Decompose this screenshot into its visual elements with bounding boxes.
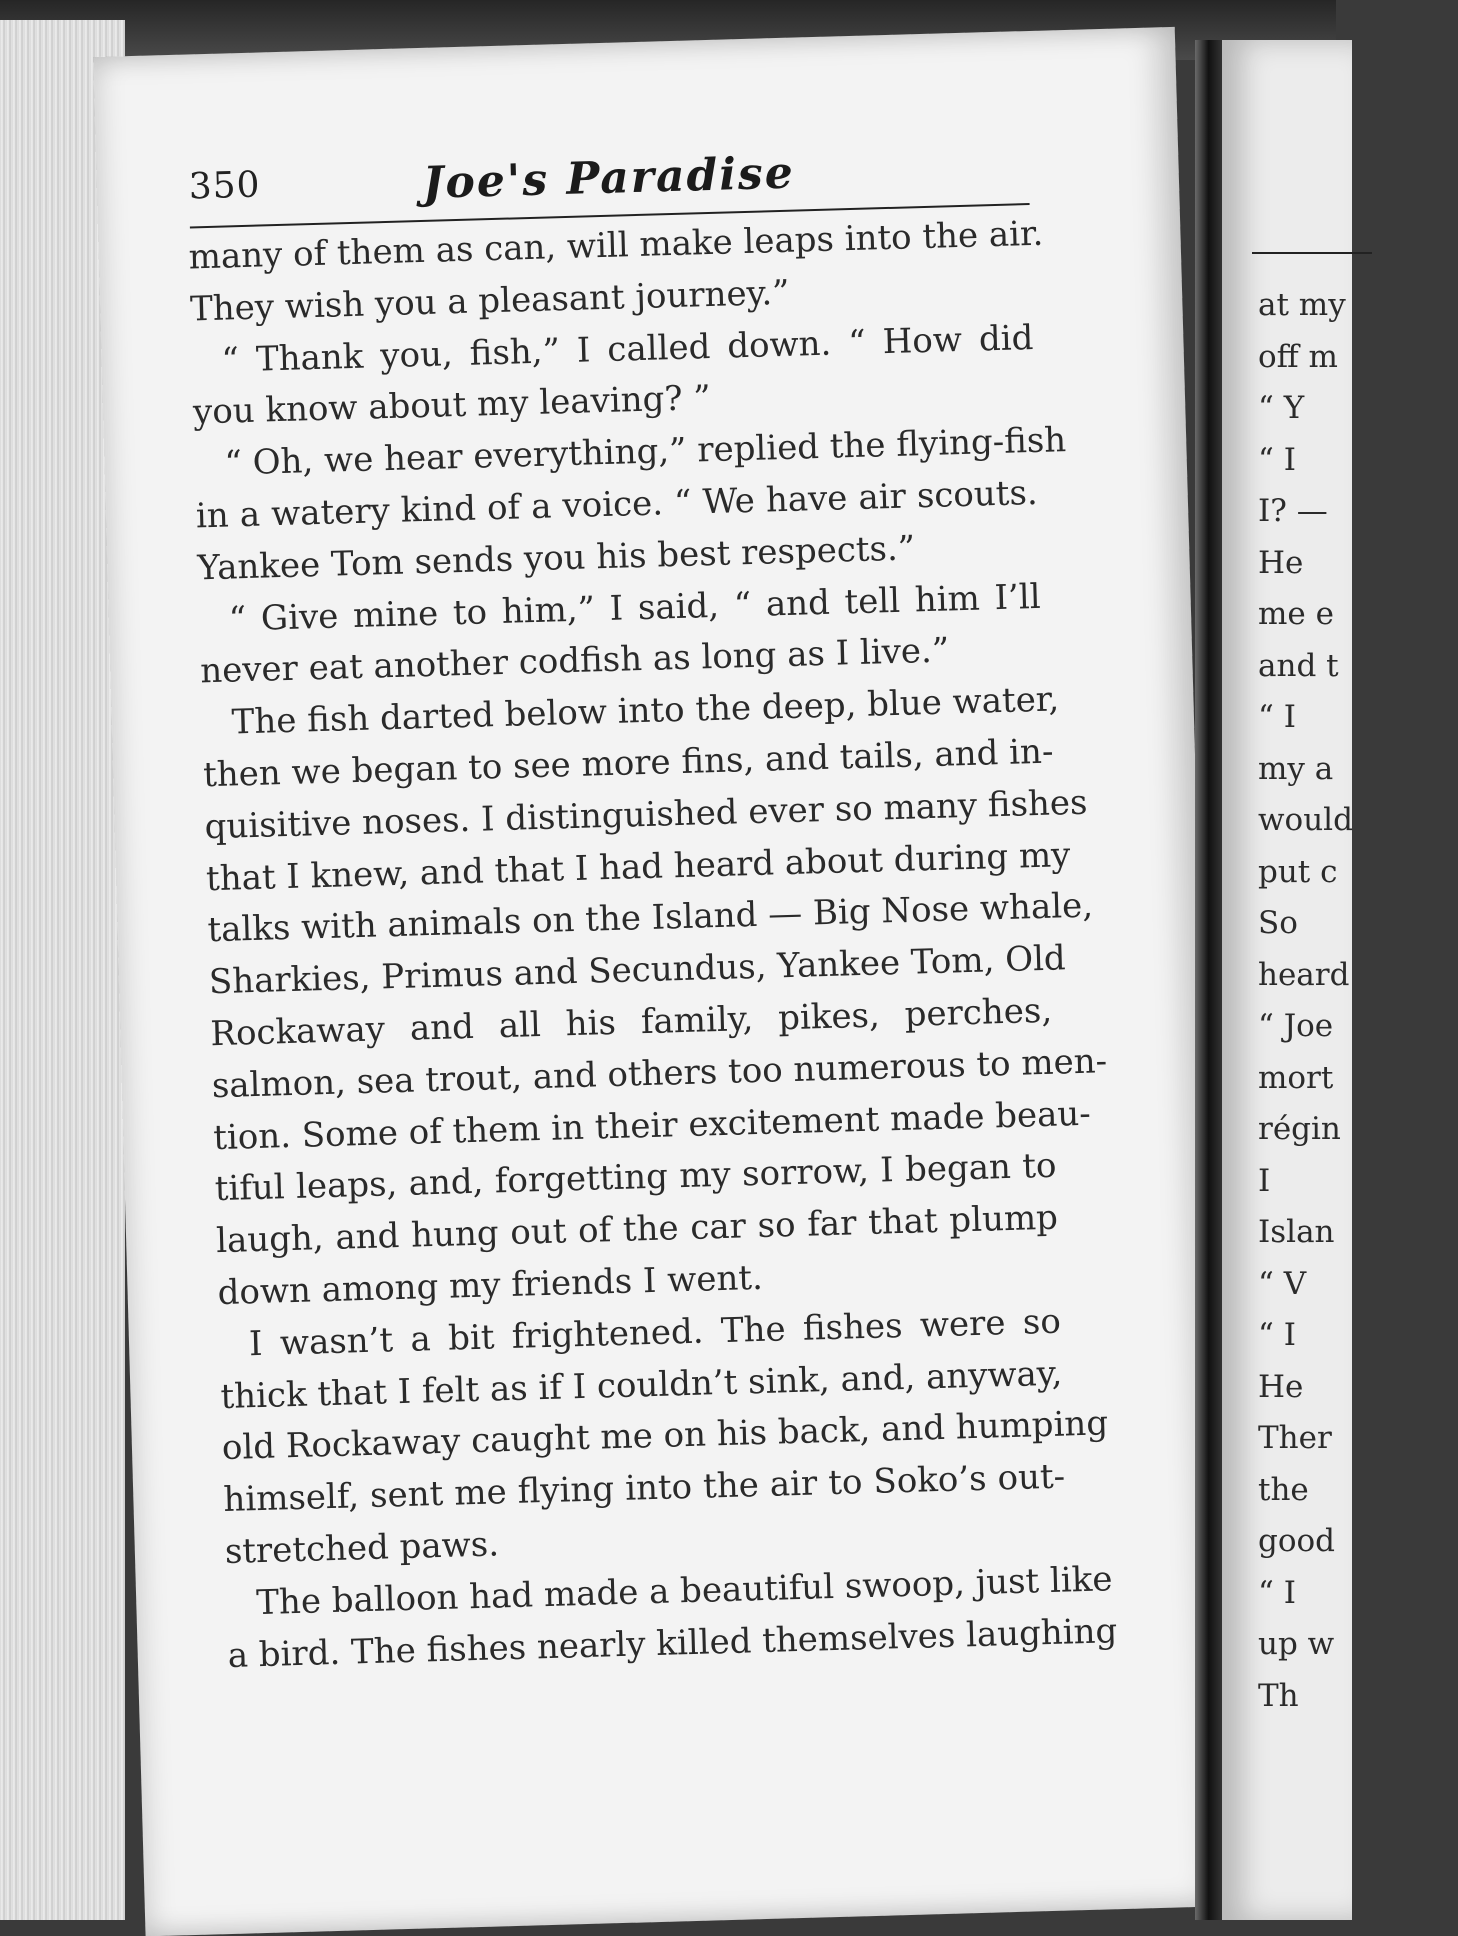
text-line: never eat another codfish as long as I live.” — [199, 630, 950, 692]
facing-page-rule — [1252, 252, 1372, 254]
book-gutter — [1195, 40, 1225, 1920]
text-line: “ Thank you, fish,” I called down. “ How did — [221, 317, 1034, 381]
facing-page-line: heard — [1258, 956, 1350, 993]
facing-page-line: He — [1258, 1368, 1304, 1405]
text-line: “ Give mine to him,” I said, “ and tell him I’ll — [228, 576, 1042, 640]
facing-page-line: and t — [1258, 647, 1339, 684]
text-line: The balloon had made a beautiful swoop, just like — [255, 1558, 1113, 1623]
facing-page — [1222, 40, 1352, 1920]
facing-page-line: up w — [1258, 1626, 1335, 1662]
body-text — [188, 209, 1118, 1682]
text-line: Rockaway and all his family, pikes, perches, — [209, 990, 1053, 1055]
facing-page-line: mort — [1258, 1059, 1334, 1096]
text-line: old Rockaway caught me on his back, and humping — [221, 1403, 1109, 1469]
text-line: They wish you a pleasant journey.” — [189, 272, 790, 330]
facing-page-line: at my — [1258, 287, 1346, 323]
text-line: then we began to see more fins, and tails, and in- — [202, 731, 1054, 796]
running-title: Joe's Paradise — [422, 147, 796, 209]
text-line: Yankee Tom sends you his best respects.” — [196, 528, 916, 589]
facing-page-line: régin — [1258, 1111, 1341, 1147]
facing-page-line: me e — [1258, 596, 1334, 632]
text-line: talks with animals on the Island — Big Nose whale, — [206, 885, 1094, 951]
facing-page-line: “ I — [1258, 441, 1296, 478]
text-line: thick that I felt as if I couldn’t sink, and, anyway, — [219, 1353, 1063, 1417]
facing-page-line: He — [1258, 544, 1304, 581]
facing-page-text — [1258, 280, 1458, 1722]
facing-page-line: Th — [1258, 1677, 1299, 1714]
text-line: tiful leaps, and, forgetting my sorrow, I began to — [214, 1145, 1058, 1210]
text-line: stretched paws. — [224, 1524, 500, 1572]
text-line: laugh, and hung out of the car so far that plump — [215, 1197, 1059, 1262]
text-line: down among my friends I went. — [217, 1257, 764, 1314]
facing-page-line: Ther — [1258, 1420, 1332, 1456]
facing-page-line: So — [1258, 905, 1298, 941]
facing-page-line: “ I — [1258, 1574, 1296, 1611]
text-line: quisitive noses. I distinguished ever so many fishes — [204, 782, 1088, 848]
facing-page-line: the — [1258, 1471, 1309, 1508]
facing-page-line: my a — [1258, 750, 1334, 787]
facing-page-line: “ V — [1258, 1265, 1307, 1302]
text-line: Sharkies, Primus and Secundus, Yankee Tom, Old — [208, 938, 1067, 1003]
text-line: that I knew, and that I had heard about during my — [205, 834, 1071, 899]
text-line: you know about my leaving? ” — [192, 378, 712, 433]
left-page — [93, 27, 1227, 1936]
facing-page-line: “ Y — [1258, 390, 1305, 426]
text-line: in a watery kind of a voice. “ We have air scouts. — [195, 472, 1039, 537]
text-line: salmon, sea trout, and others too numerous to men- — [211, 1040, 1108, 1106]
text-line: I wasn’t a bit frightened. The fishes were so — [248, 1301, 1062, 1364]
facing-page-line: “ I — [1258, 699, 1296, 735]
text-line: many of them as can, will make leaps into the air. — [188, 213, 1044, 278]
text-line: himself, sent me flying into the air to Soko’s out- — [222, 1456, 1066, 1521]
facing-page-line: “ I — [1258, 1317, 1296, 1353]
text-line: “ Oh, we hear everything,” replied the flying-fish — [223, 420, 1067, 484]
facing-page-line: put c — [1258, 853, 1338, 890]
text-line: tion. Some of them in their excitement made beau- — [212, 1093, 1092, 1158]
facing-page-line: good — [1258, 1523, 1336, 1559]
facing-page-line: I? — — [1258, 493, 1328, 529]
page-number: 350 — [188, 164, 262, 208]
facing-page-line: off m — [1258, 338, 1338, 375]
facing-page-line: I — [1258, 1162, 1271, 1199]
text-line: a bird. The fishes nearly killed themselves laughing — [227, 1610, 1118, 1676]
text-line: The fish darted below into the deep, blue water, — [231, 679, 1060, 743]
facing-page-line: Islan — [1258, 1214, 1335, 1250]
facing-page-line: would — [1258, 802, 1353, 838]
facing-page-line: “ Joe — [1258, 1008, 1334, 1044]
